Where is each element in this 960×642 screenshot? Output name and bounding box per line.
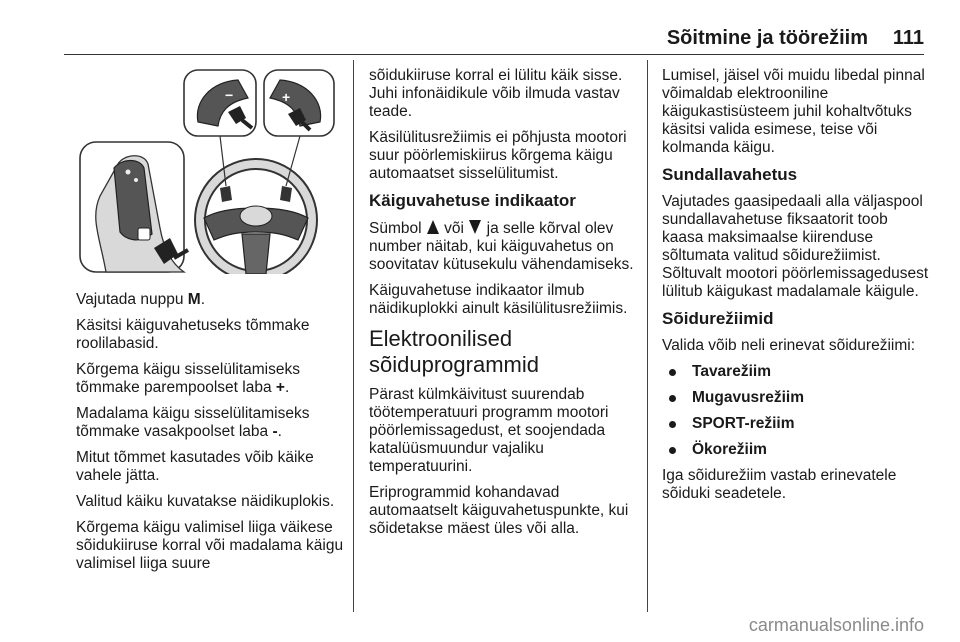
page-title: Sõitmine ja töörežiim [666,27,868,49]
list-item: Mugavusrežiim [662,389,932,407]
driving-modes-list [662,363,932,459]
gearshift-illustration [78,68,336,274]
paddle-minus-label: − [225,87,234,103]
paragraph: Vajutada nuppu M. [76,291,205,308]
column-divider-right [647,60,648,612]
paragraph: Eriprogrammid kohandavad automaatselt käiguvahetuspunkte, kui sõidetakse mäest üles või alla. [369,484,629,537]
left-column [76,291,348,581]
paragraph: Käsitsi käiguvahetuseks tõmmake roolilabasid. [76,317,310,352]
chapter-heading: Elektroonilised sõiduprogrammid [369,326,539,377]
paragraph: sõidukiiruse korral ei lülitu käik sisse. Juhi infonäidikule võib ilmuda vastav teade. [369,67,623,120]
paragraph: Pärast külmkäivitust suurendab töötemperatuuri programm mootori pöörlemissagedust, et soojendada katalüüsmuundur vajaliku temperatuurini. [369,386,609,475]
paddle-minus-inset [184,70,256,136]
gear-lever-inset [80,142,188,272]
paddle-plus-inset [264,70,334,136]
paragraph: Madalama käigu sisselülitamiseks tõmmake vasakpoolset laba -. [76,405,310,440]
paragraph: Valida võib neli erinevat sõidurežiimi: [662,337,916,354]
paragraph: Kõrgema käigu valimisel liiga väikese sõidukiiruse korral või madalama käigu valimisel liiga suure [76,519,344,572]
paragraph: Kõrgema käigu sisselülitamiseks tõmmake parempoolset laba +. [76,361,300,396]
paragraph: Käsilülitusrežiimis ei põhjusta mootori suur pöörlemiskiirus kõrgema käigu automaatset sisselülitumist. [369,129,627,182]
paragraph: Valitud käiku kuvatakse näidikuplokis. [76,493,335,510]
list-item: Ökorežiim [662,441,932,459]
watermark: carmanualsonline.info [748,615,924,635]
section-heading: Sõidurežiimid [662,309,774,328]
page-header [0,0,960,52]
paragraph: Vajutades gaasipedaali alla väljaspool sundallavahetuse fiksaatorit toob kaasa maksimaalse kiirenduse sõltumata valitud sõidurežiimist. Sõltuvalt mootori pöörlemissagedusest lülitub käigukast madalamale käigule. [662,193,929,300]
header-rule [64,54,924,55]
paragraph: Käiguvahetuse indikaator ilmub näidikuplokki ainult käsilülitusrežiimis. [369,282,628,317]
page-number: 111 [892,27,924,49]
paragraph: Lumisel, jäisel või muidu libedal pinnal võimaldab elektrooniline käigukastisüsteem juhil kohaltvõtuks käsitsi valida esimese, teise või kolmanda käigu. [662,67,925,156]
paragraph: Mitut tõmmet kasutades võib käike vahele jätta. [76,449,314,484]
list-item: Tavarežiim [662,363,932,381]
section-heading: Sundallavahetus [662,165,798,184]
right-column [662,67,932,511]
paragraph: Iga sõidurežiim vastab erinevatele sõiduki seadetele. [662,467,897,502]
upshift-triangle-icon [426,219,440,235]
column-divider-left [353,60,354,612]
list-item: SPORT-režiim [662,415,932,433]
downshift-triangle-icon [468,219,482,235]
paragraph: Sümbol või ja selle kõrval olev number näitab, kui käiguvahetus on soovitatav kütusekulu vähendamiseks. [369,220,634,273]
middle-column [369,67,641,546]
section-heading: Käiguvahetuse indikaator [369,191,576,210]
paddle-plus-label: + [282,89,291,105]
steering-wheel [200,164,312,274]
